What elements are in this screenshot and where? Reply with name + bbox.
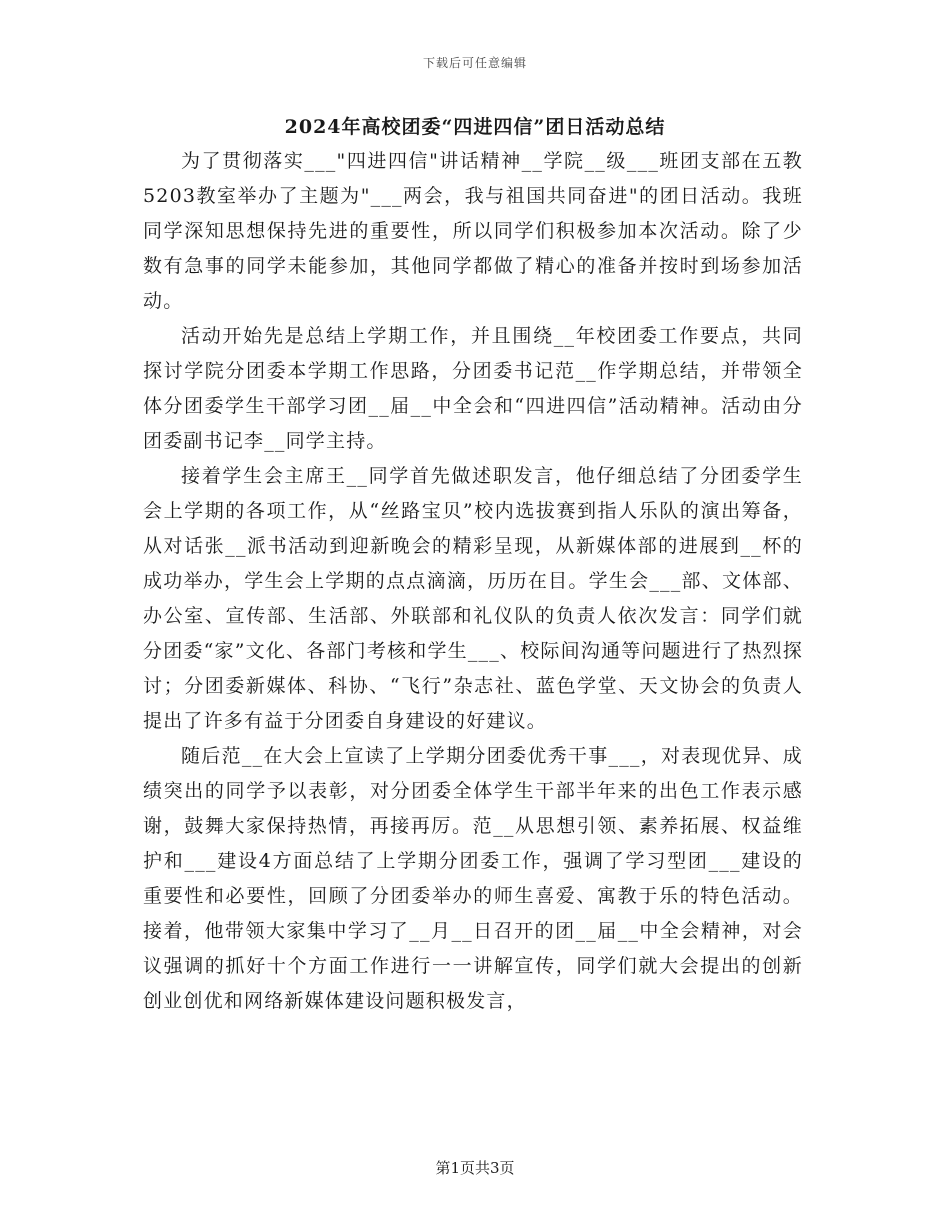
paragraph-1: 为了贯彻落实___"四进四信"讲话精神__学院__级___班团支部在五教5203教室举办了主题为"___两会，我与祖国共同奋进"的团日活动。我班同学深知思想保持先进的重要性，所以同学们积极参加本次活动。除了少数有急事的同学未能参加，其他同学都做了精心的准备并按时到场参加活动。 xyxy=(143,150,803,312)
document-title: 2024年高校团委“四进四信”团日活动总结 xyxy=(284,116,666,138)
paragraph-3: 接着学生会主席王__同学首先做述职发言，他仔细总结了分团委学生会上学期的各项工作，从“丝路宝贝”校内选拔赛到指人乐队的演出筹备，从对话张__派书活动到迎新晚会的精彩呈现，从新媒体部的进展到__杯的成功举办，学生会上学期的点点滴滴，历历在目。学生会___部、文体部、办公室、宣传部、生活部、外联部和礼仪队的负责人依次发言：同学们就分团委“家”文化、各部门考核和学生___、校际间沟通等问题进行了热烈探讨；分团委新媒体、科协、“飞行”杂志社、蓝色学堂、天文协会的负责人提出了许多有益于分团委自身建设的好建议。 xyxy=(143,465,803,732)
paragraph-2: 活动开始先是总结上学期工作，并且围绕__年校团委工作要点，共同探讨学院分团委本学期工作思路，分团委书记范__作学期总结，并带领全体分团委学生干部学习团__届__中全会和“四进四信”活动精神。活动由分团委副书记李__同学主持。 xyxy=(143,325,803,452)
header-note: 下载后可任意编辑 xyxy=(422,56,527,70)
paragraph-4: 随后范__在大会上宣读了上学期分团委优秀干事___，对表现优异、成绩突出的同学予以表彰，对分团委全体学生干部半年来的出色工作表示感谢，鼓舞大家保持热情，再接再厉。范__从思想引领、素养拓展、权益维护和___建设4方面总结了上学期分团委工作，强调了学习型团___建设的重要性和必要性，回顾了分团委举办的师生喜爱、寓教于乐的特色活动。接着，他带领大家集中学习了__月__日召开的团__届__中全会精神，对会议强调的抓好十个方面工作进行一一讲解宣传，同学们就大会提出的创新创业创优和网络新媒体建设问题积极发言， xyxy=(143,745,803,1012)
page-number-footer: 第1页共3页 xyxy=(435,1159,515,1177)
document-body xyxy=(143,144,803,1019)
